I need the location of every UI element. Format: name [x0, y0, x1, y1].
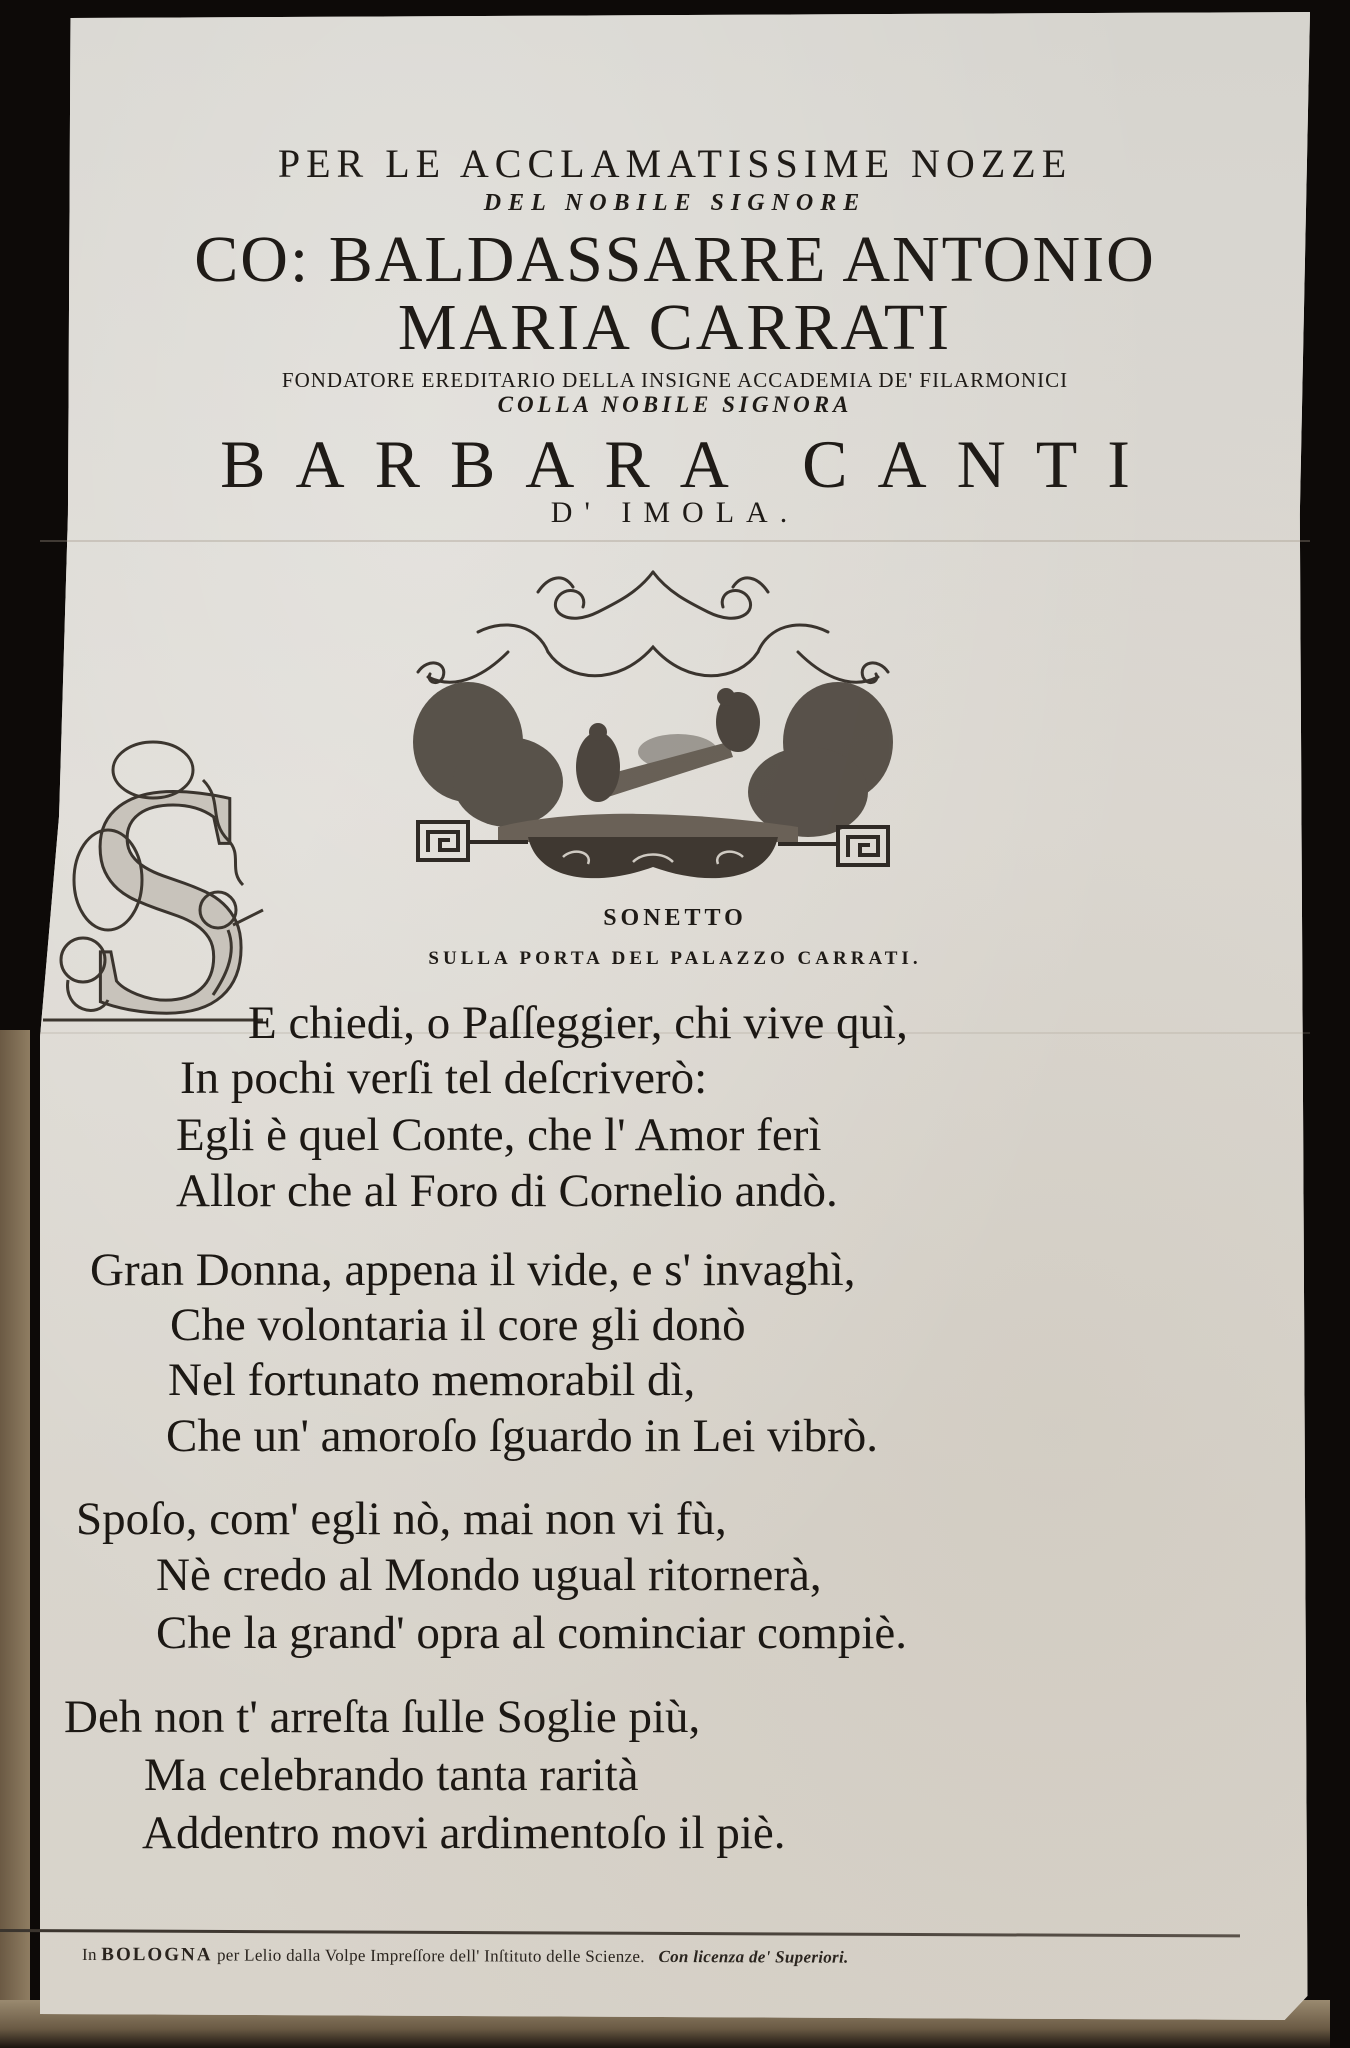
- verse-line: E chiedi, o Paſſeggier, chi vive quì,: [248, 997, 908, 1049]
- verse-line: Egli è quel Conte, che l' Amor ferì: [176, 1109, 822, 1161]
- verse-line: In pochi verſi tel deſcriverò:: [180, 1052, 708, 1104]
- imprint-line: [82, 1944, 1282, 1970]
- verse-line: Deh non t' arreſta ſulle Soglie più,: [64, 1691, 701, 1743]
- sonnet-subtitle: SULLA PORTA DEL PALAZZO CARRATI.: [428, 948, 922, 969]
- heading-bride-name: BARBARA CANTI: [220, 426, 1160, 502]
- verse-line: Spoſo, com' egli nò, mai non vi fù,: [76, 1493, 727, 1545]
- heading-groom-surname: MARIA CARRATI: [397, 291, 953, 364]
- heading-groom-name: CO: BALDASSARRE ANTONIO: [194, 223, 1156, 296]
- verse-line: Nè credo al Mondo ugual ritornerà,: [156, 1549, 822, 1601]
- verse-line: Nel fortunato memorabil dì,: [168, 1354, 696, 1406]
- fold-line: [40, 540, 1310, 542]
- heading-groom-title: FONDATORE EREDITARIO DELLA INSIGNE ACCADEMIA DE' FILARMONICI: [281, 368, 1069, 392]
- imprint-printer: per Lelio dalla Volpe Impreſſore dell' Inſtituto delle Scienze.: [216, 1945, 645, 1966]
- verse-line: Addentro movi ardimentoſo il piè.: [142, 1807, 786, 1859]
- background-book-edge: [0, 1030, 30, 2048]
- heading-occasion: PER LE ACCLAMATISSIME NOZZE: [277, 141, 1073, 186]
- verse-line: Che la grand' opra al cominciar compiè.: [156, 1607, 908, 1659]
- sonnet-title: SONETTO: [603, 905, 747, 931]
- engraved-vignette-illustration: [398, 552, 908, 892]
- verse-line: Che volontaria il core gli donò: [170, 1299, 746, 1351]
- imprint-licence: Con licenza de' Superiori.: [658, 1947, 849, 1967]
- verse-line: Allor che al Foro di Cornelio andò.: [176, 1165, 838, 1217]
- imprint-prefix: In: [81, 1945, 97, 1965]
- heading-bride-origin: D' IMOLA.: [550, 496, 800, 529]
- verse-line: Ma celebrando tanta rarità: [144, 1749, 639, 1801]
- imprint-city: BOLOGNA: [101, 1944, 213, 1966]
- verse-line: Che un' amoroſo ſguardo in Lei vibrò.: [166, 1410, 879, 1462]
- verse-line: Gran Donna, appena il vide, e s' invaghì,: [90, 1244, 856, 1296]
- heading-colla-nobile: COLLA NOBILE SIGNORA: [497, 392, 853, 417]
- svg-text:S: S: [78, 717, 262, 1030]
- decorative-initial-s-icon: [38, 710, 268, 1030]
- heading-del-nobile: DEL NOBILE SIGNORE: [483, 190, 867, 216]
- fold-line: [40, 1032, 1310, 1034]
